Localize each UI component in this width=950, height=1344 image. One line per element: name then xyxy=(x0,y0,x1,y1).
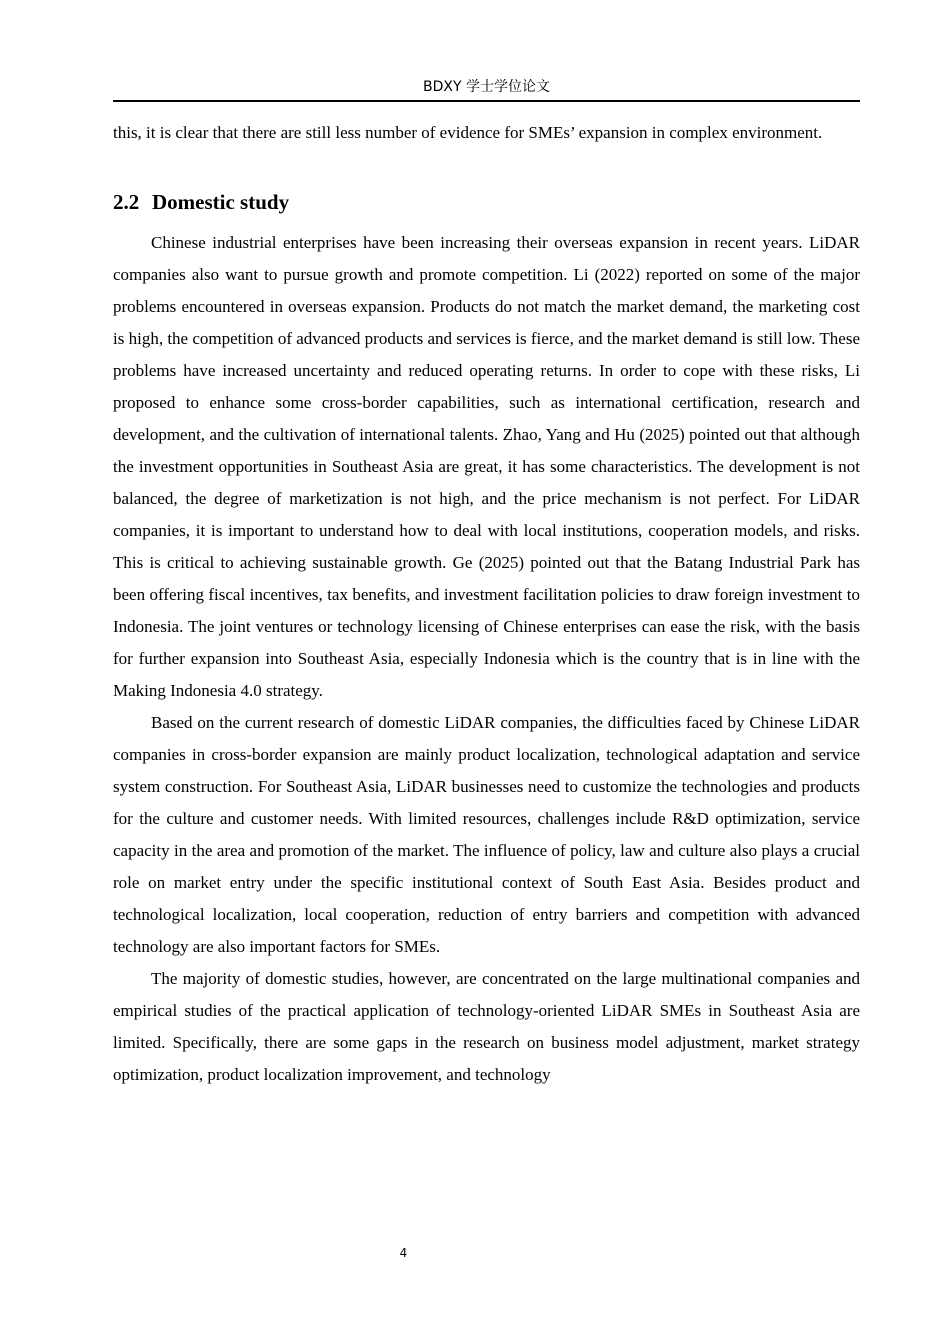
section-number: 2.2 xyxy=(113,190,140,214)
header-rule xyxy=(113,100,860,102)
page-number: 4 xyxy=(399,1246,408,1260)
body-paragraph-2: Based on the current research of domestic LiDAR companies, the difficulties faced by Chinese LiDAR companies in cross-border expansion are mainly product localization, technological adaptation and service system construction. For Southeast Asia, LiDAR businesses need to customize the technologies and products for the culture and customer needs. With limited resources, challenges include R&D optimization, service capacity in the area and promotion of the market. The influence of policy, law and culture also plays a crucial role on market entry under the specific institutional context of South East Asia. Besides product and technological localization, local cooperation, reduction of entry barriers and competition with advanced technology are also important factors for SMEs. xyxy=(113,713,860,956)
section-heading xyxy=(113,187,860,217)
running-header: BDXY 学士学位论文 xyxy=(423,79,550,95)
body-paragraph-1: Chinese industrial enterprises have been increasing their overseas expansion in recent years. LiDAR companies also want to pursue growth and promote competition. Li (2022) reported on some of the major problems encountered in overseas expansion. Products do not match the market demand, the marketing cost is high, the competition of advanced products and services is fierce, and the market demand is still low. These problems have increased uncertainty and reduced operating returns. In order to cope with these risks, Li proposed to enhance some cross-border capabilities, such as international certification, research and development, and the cultivation of international talents. Zhao, Yang and Hu (2025) pointed out that although the investment opportunities in Southeast Asia are great, it has some characteristics. The development is not balanced, the degree of marketization is not high, and the price mechanism is not perfect. For LiDAR companies, it is important to understand how to deal with local institutions, cooperation models, and risks. This is critical to achieving sustainable growth. Ge (2025) pointed out that the Batang Industrial Park has been offering fiscal incentives, tax benefits, and investment facilitation policies to draw foreign investment to Indonesia. The joint ventures or technology licensing of Chinese enterprises can ease the risk, with the basis for further expansion into Southeast Asia, especially Indonesia which is the country that is in line with the Making Indonesia 4.0 strategy. xyxy=(113,233,860,700)
page-body xyxy=(113,117,860,1091)
body-paragraph-3: The majority of domestic studies, however, are concentrated on the large multinational companies and empirical studies of the practical application of technology-oriented LiDAR SMEs in Southeast Asia are limited. Specifically, there are some gaps in the research on business model adjustment, market strategy optimization, product localization improvement, and technology xyxy=(113,969,860,1084)
section-title: Domestic study xyxy=(152,190,290,214)
continued-paragraph: this, it is clear that there are still less number of evidence for SMEs’ expansion in complex environment. xyxy=(113,123,823,142)
